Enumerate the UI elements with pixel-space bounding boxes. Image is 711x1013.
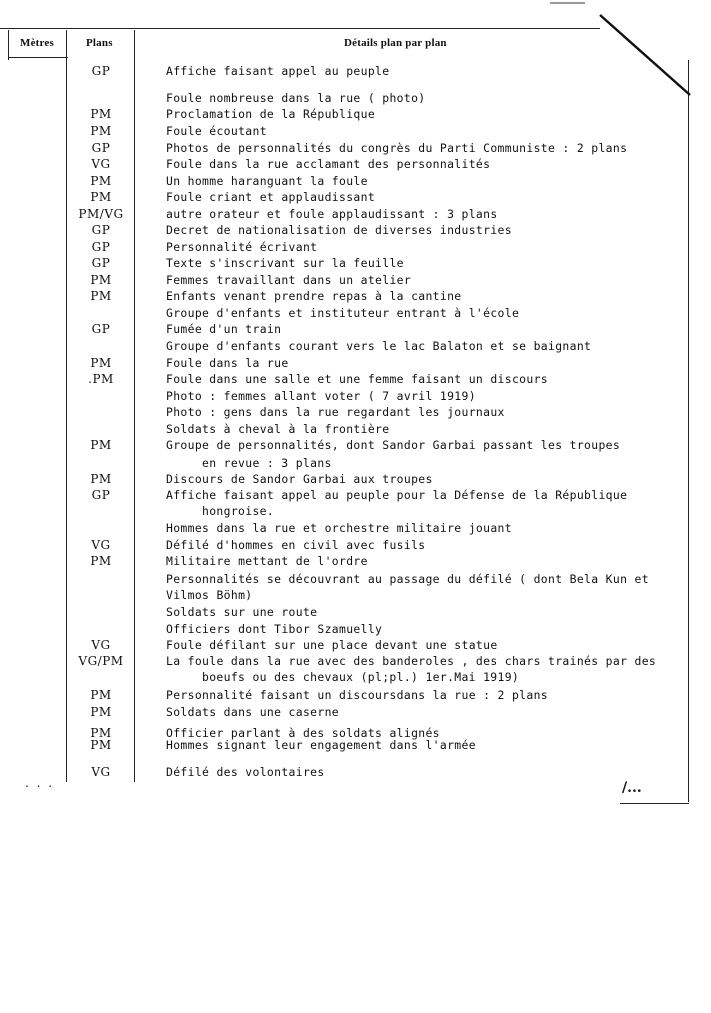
description-cell: Enfants venant prendre repas à la cantine bbox=[166, 289, 462, 303]
left-border bbox=[8, 30, 9, 60]
description-cell: Militaire mettant de l'ordre bbox=[166, 554, 368, 568]
plan-cell: PM/VG bbox=[78, 207, 124, 221]
table-row bbox=[0, 438, 711, 453]
table-row bbox=[0, 488, 711, 503]
plan-cell: GP bbox=[91, 488, 111, 502]
plan-cell: PM bbox=[90, 688, 112, 702]
left-dots: . . . bbox=[25, 776, 55, 790]
table-row bbox=[0, 273, 711, 288]
plan-cell: VG bbox=[91, 638, 111, 652]
table-row bbox=[0, 306, 711, 321]
table-row bbox=[0, 174, 711, 189]
description-cell: hongroise. bbox=[202, 504, 275, 518]
description-cell: Foule écoutant bbox=[166, 124, 267, 138]
table-row bbox=[0, 554, 711, 569]
continuation-mark: /... bbox=[622, 780, 642, 796]
table-row bbox=[0, 588, 711, 603]
description-cell: Affiche faisant appel au peuple bbox=[166, 64, 390, 78]
table-row bbox=[0, 223, 711, 238]
description-cell: Foule dans la rue acclamant des personnalités bbox=[166, 157, 491, 171]
table-row bbox=[0, 256, 711, 271]
table-row bbox=[0, 389, 711, 404]
plan-cell: PM bbox=[90, 554, 112, 568]
description-cell: Un homme haranguant la foule bbox=[166, 174, 368, 188]
table-row bbox=[0, 207, 711, 222]
plan-cell: PM bbox=[90, 705, 112, 719]
header-metres: Mètres bbox=[20, 37, 54, 49]
table-row bbox=[0, 521, 711, 536]
description-cell: Discours de Sandor Garbai aux troupes bbox=[166, 472, 433, 486]
table-row bbox=[0, 190, 711, 205]
plan-cell: PM bbox=[90, 273, 112, 287]
plan-cell: GP bbox=[91, 141, 111, 155]
table-row bbox=[0, 688, 711, 703]
description-cell: boeufs ou des chevaux (pl;pl.) 1er.Mai 1919) bbox=[202, 670, 520, 684]
plan-cell: PM bbox=[90, 438, 112, 452]
table-row bbox=[0, 405, 711, 420]
plan-cell: PM bbox=[90, 726, 112, 740]
description-cell: Fumée d'un train bbox=[166, 322, 282, 336]
plan-cell: PM bbox=[90, 356, 112, 370]
description-cell: Officiers dont Tibor Szamuelly bbox=[166, 622, 383, 636]
table-row bbox=[0, 141, 711, 156]
table-row bbox=[0, 107, 711, 122]
description-cell: Foule nombreuse dans la rue ( photo) bbox=[166, 91, 426, 105]
description-cell: Groupe de personnalités, dont Sandor Garbai passant les troupes bbox=[166, 438, 621, 452]
description-cell: Personnalité faisant un discoursdans la rue : 2 plans bbox=[166, 688, 549, 702]
plan-cell: VG bbox=[91, 765, 111, 779]
description-cell: Affiche faisant appel au peuple pour la Défense de la République bbox=[166, 488, 628, 502]
description-cell: Défilé des volontaires bbox=[166, 765, 325, 779]
description-cell: Hommes dans la rue et orchestre militaire jouant bbox=[166, 521, 512, 535]
plan-cell: PM bbox=[90, 472, 112, 486]
description-cell: Foule dans la rue bbox=[166, 356, 289, 370]
table-row bbox=[0, 605, 711, 620]
table-row bbox=[0, 504, 711, 519]
table-row bbox=[0, 654, 711, 669]
table-row bbox=[0, 670, 711, 685]
plan-cell: VG bbox=[91, 157, 111, 171]
plan-cell: PM bbox=[90, 289, 112, 303]
description-cell: La foule dans la rue avec des banderoles , des chars trainés par des bbox=[166, 654, 657, 668]
plan-cell: PM bbox=[90, 738, 112, 752]
plan-cell: VG bbox=[91, 538, 111, 552]
table-row bbox=[0, 91, 711, 106]
description-cell: Personnalité écrivant bbox=[166, 240, 318, 254]
description-cell: Officier parlant à des soldats alignés bbox=[166, 726, 440, 740]
plan-cell: GP bbox=[91, 240, 111, 254]
description-cell: Soldats dans une caserne bbox=[166, 705, 339, 719]
description-cell: Hommes signant leur engagement dans l'armée bbox=[166, 738, 476, 752]
header-plans: Plans bbox=[86, 37, 113, 49]
plan-cell: PM bbox=[90, 174, 112, 188]
description-cell: Vilmos Böhm) bbox=[166, 588, 253, 602]
top-rule bbox=[0, 28, 600, 29]
table-row bbox=[0, 705, 711, 720]
plan-cell: GP bbox=[91, 322, 111, 336]
description-cell: Foule dans une salle et une femme faisant un discours bbox=[166, 372, 549, 386]
plan-cell: PM bbox=[90, 190, 112, 204]
table-row bbox=[0, 124, 711, 139]
plan-cell: .PM bbox=[88, 372, 114, 386]
table-row bbox=[0, 638, 711, 653]
description-cell: Photos de personnalités du congrès du Parti Communiste : 2 plans bbox=[166, 141, 628, 155]
description-cell: Foule criant et applaudissant bbox=[166, 190, 376, 204]
description-cell: Texte s'inscrivant sur la feuille bbox=[166, 256, 404, 270]
table-row bbox=[0, 472, 711, 487]
table-row bbox=[0, 422, 711, 437]
plan-cell: PM bbox=[90, 107, 112, 121]
plan-cell: GP bbox=[91, 256, 111, 270]
description-cell: Soldats à cheval à la frontière bbox=[166, 422, 390, 436]
description-cell: Groupe d'enfants et instituteur entrant à l'école bbox=[166, 306, 520, 320]
bottom-right-rule bbox=[620, 803, 689, 804]
plan-cell: PM bbox=[90, 124, 112, 138]
description-cell: autre orateur et foule applaudissant : 3 plans bbox=[166, 207, 498, 221]
header-details: Détails plan par plan bbox=[344, 37, 447, 49]
table-row bbox=[0, 456, 711, 471]
table-row bbox=[0, 622, 711, 637]
plan-cell: GP bbox=[91, 64, 111, 78]
description-cell: Personnalités se découvrant au passage du défilé ( dont Bela Kun et bbox=[166, 572, 649, 586]
description-cell: Proclamation de la République bbox=[166, 107, 376, 121]
table-row bbox=[0, 240, 711, 255]
description-cell: Défilé d'hommes en civil avec fusils bbox=[166, 538, 426, 552]
description-cell: Groupe d'enfants courant vers le lac Balaton et se baignant bbox=[166, 339, 592, 353]
plan-cell: GP bbox=[91, 223, 111, 237]
table-row bbox=[0, 339, 711, 354]
description-cell: Photo : gens dans la rue regardant les journaux bbox=[166, 405, 505, 419]
description-cell: en revue : 3 plans bbox=[202, 456, 332, 470]
table-row bbox=[0, 157, 711, 172]
description-cell: Soldats sur une route bbox=[166, 605, 318, 619]
description-cell: Photo : femmes allant voter ( 7 avril 1919) bbox=[166, 389, 476, 403]
description-cell: Femmes travaillant dans un atelier bbox=[166, 273, 412, 287]
table-row bbox=[0, 372, 711, 387]
table-row bbox=[0, 572, 711, 587]
table-row bbox=[0, 765, 711, 780]
description-cell: Foule défilant sur une place devant une statue bbox=[166, 638, 498, 652]
table-row bbox=[0, 322, 711, 337]
header-rule bbox=[8, 57, 68, 58]
table-row bbox=[0, 356, 711, 371]
table-row bbox=[0, 64, 711, 79]
description-cell: Decret de nationalisation de diverses industries bbox=[166, 223, 512, 237]
table-row bbox=[0, 289, 711, 304]
table-row bbox=[0, 538, 711, 553]
table-row bbox=[0, 738, 711, 753]
plan-cell: VG/PM bbox=[78, 654, 124, 668]
